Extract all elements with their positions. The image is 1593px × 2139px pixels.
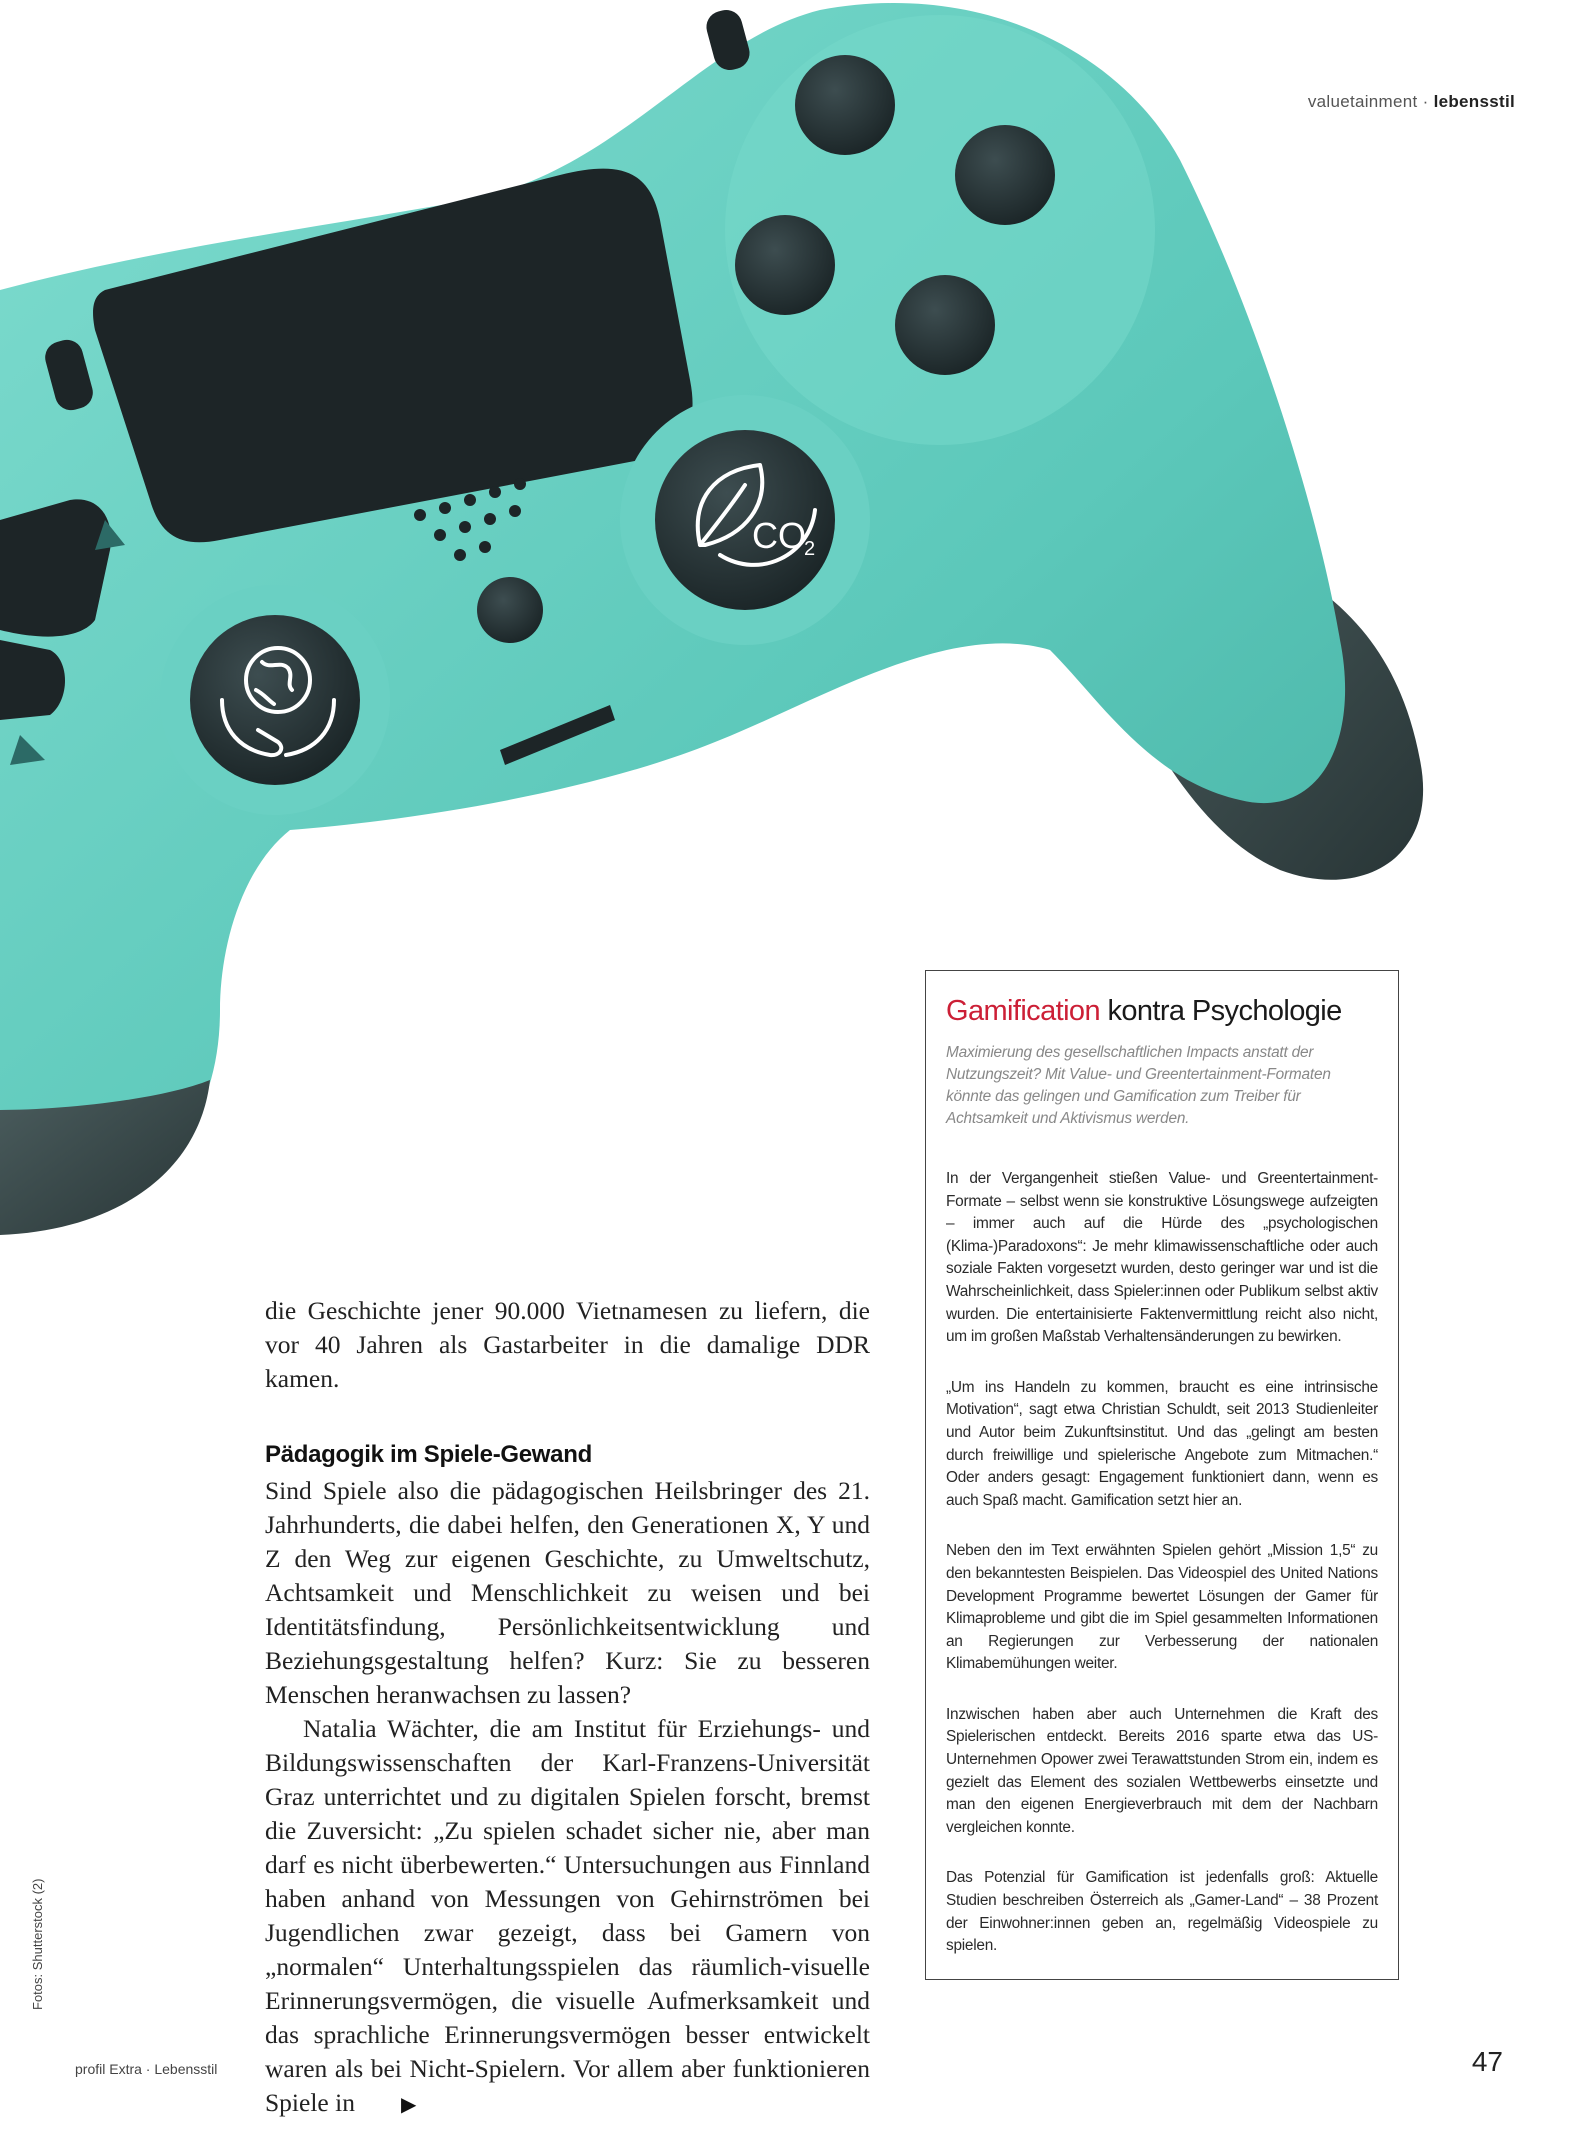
info-box-paragraph: Das Potenzial für Gamification ist jedenfalls groß: Aktuelle Studien beschreiben Österreich als „Gamer-Land“ – 38 Prozent der Einwohner:innen geben an, regelmäßig Videospiele zu spielen.: [946, 1869, 1378, 1955]
info-box-title-accent: Gamification: [946, 995, 1100, 1027]
info-box: [925, 970, 1399, 1980]
continue-arrow-icon: ▶: [400, 2094, 417, 2116]
section-name: valuetainment ·: [1307, 92, 1429, 111]
svg-text:CO: CO: [752, 515, 806, 556]
info-box-paragraph: In der Vergangenheit stießen Value- und Greentertainment-Formate – selbst wenn sie konstruktive Lösungswege aufzeigten – immer auch auf die Hürde des „psychologischen (Klima-)Paradoxons“: Je mehr klimawissenschaftliche oder auch soziale Fakten vorgesetzt wurden, desto geringer war und ist die Wahrscheinlichkeit, dass Spieler:innen oder Publikum selbst aktiv wurden. Die entertainisierte Faktenvermittlung reicht also nicht, um im großen Maßstab Verhaltensänderungen zu bewirken.: [946, 1170, 1378, 1346]
photo-credit: Fotos: Shutterstock (2): [30, 1878, 45, 2010]
info-box-paragraph: „Um ins Handeln zu kommen, braucht es eine intrinsische Motivation“, sagt etwa Christian Schuldt, seit 2013 Studienleiter und Autor beim Zukunftsinstitut. Und das „gelingt am besten durch freiwillige und spielerische Angebote zum Mitmachen.“ Oder anders gesagt: Engagement funktioniert dann, wenn es auch Spaß macht. Gamification setzt hier an.: [946, 1378, 1378, 1509]
rubric-name: lebensstil: [1433, 92, 1515, 111]
publication-name: profil Extra · Lebensstil: [75, 2061, 218, 2077]
info-box-title: [946, 995, 1378, 1028]
info-box-paragraph: Neben den im Text erwähnten Spielen gehört „Mission 1,5“ zu den bekanntesten Beispielen. Das Videospiel des United Nations Development Programme bewertet Lösungen der Gamer für Klimaprobleme und gibt die im Spiel gesammelten Informationen an Regierungen zur Verbesserung der nationalen Klimabemühungen weiter.: [946, 1542, 1378, 1673]
info-box-intro: Maximierung des gesellschaftlichen Impacts anstatt der Nutzungszeit? Mit Value- und Greentertainment-Formaten könnte das gelingen und Gamification zum Treiber für Achtsamkeit und Aktivismus werden.: [946, 1044, 1331, 1127]
article-column: [265, 1294, 870, 2122]
section-heading: Pädagogik im Spiele-Gewand: [265, 1441, 592, 1468]
body-paragraph: Sind Spiele also die pädagogischen Heilsbringer des 21. Jahrhunderts, die dabei helfen, den Generationen X, Y und Z den Weg zur eigenen Geschichte, zu Umweltschutz, Achtsamkeit und Menschlichkeit zu weisen und bei Identitätsfindung, Persönlichkeitsentwicklung und Beziehungsgestaltung helfen? Kurz: Sie zu besseren Menschen heranwachsen zu lassen?: [265, 1476, 870, 1709]
lead-paragraph: die Geschichte jener 90.000 Vietnamesen zu liefern, die vor 40 Jahren als Gastarbeiter in die damalige DDR kamen.: [265, 1296, 870, 1393]
page-number: 47: [1471, 2046, 1503, 2077]
svg-text:2: 2: [804, 538, 816, 560]
info-box-paragraph: Inzwischen haben aber auch Unternehmen die Kraft des Spielerischen entdeckt. Bereits 2016 sparte etwa das US-Unternehmen Opower zwei Terawattstunden Strom ein, indem es gezielt das Element des sozialen Wettbewerbs einsetzte und man den eigenen Energieverbrauch mit dem der Nachbarn vergleichen konnte.: [946, 1705, 1378, 1836]
info-box-title-rest: kontra Psychologie: [1099, 995, 1342, 1027]
body-paragraph-text: Natalia Wächter, die am Institut für Erziehungs- und Bildungswissenschaften der Karl-Franzens-Universität Graz unterrichtet und zu digitalen Spielen forscht, bremst die Zuversicht: „Zu spielen schadet sicher nie, aber man darf es nicht überbewerten.“ Untersuchungen aus Finnland haben anhand von Messungen von Gehirnströmen bei Jugendlichen zwar gezeigt, dass bei Gamern von „normalen“ Unterhaltungsspielen das räumlich-visuelle Erinnerungsvermögen, die visuelle Aufmerksamkeit und das sprachliche Erinnerungsvermögen besser entwickelt waren als bei Nicht-Spielern. Vor allem aber funktionieren Spiele in: [265, 1714, 870, 2117]
body-paragraph: [265, 1712, 870, 2122]
